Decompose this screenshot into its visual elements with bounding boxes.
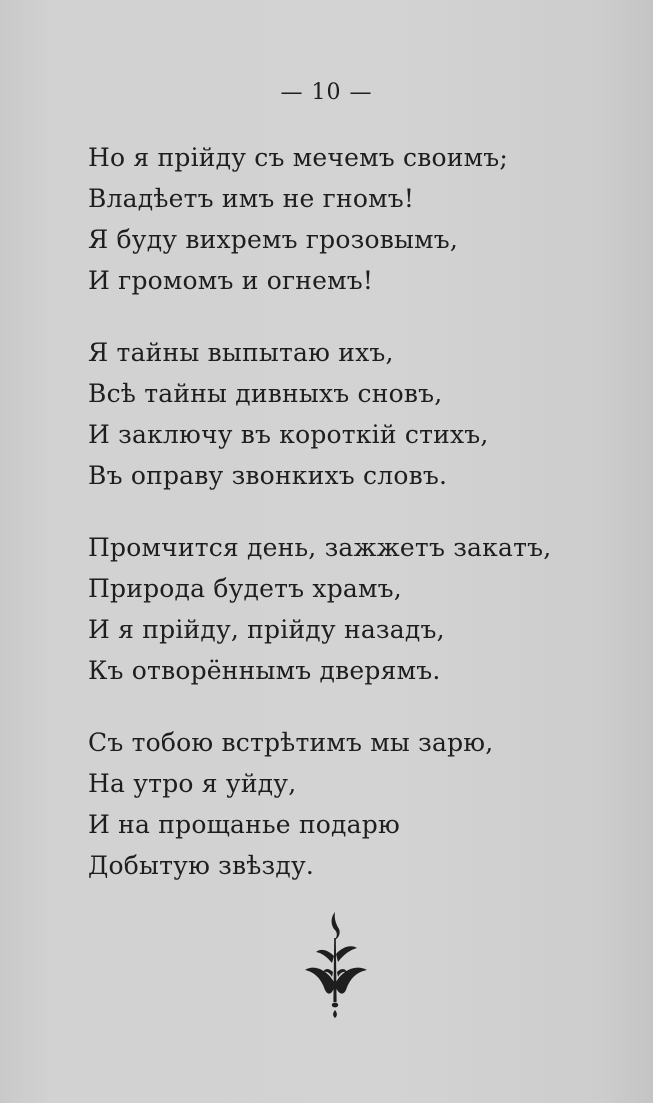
stanza-2	[88, 332, 608, 496]
poem-line: Но я прійду съ мечемъ своимъ;	[88, 143, 508, 172]
poem-line: Въ оправу звонкихъ словъ.	[88, 461, 448, 490]
poem-line: И на прощанье подарю	[88, 810, 400, 839]
floral-vignette-icon	[299, 910, 373, 1020]
poem-line: Я тайны выпытаю ихъ,	[88, 338, 394, 367]
poem-line: Я буду вихремъ грозовымъ,	[88, 225, 458, 254]
poem-line: Всѣ тайны дивныхъ сновъ,	[88, 379, 443, 408]
poem-line: И я прійду, прійду назадъ,	[88, 615, 445, 644]
poem-line: Владѣетъ имъ не гномъ!	[88, 184, 415, 213]
poem-line: Съ тобою встрѣтимъ мы зарю,	[88, 728, 494, 757]
poem-line: И громомъ и огнемъ!	[88, 266, 374, 295]
poem-line: На утро я уйду,	[88, 769, 297, 798]
stanza-1	[88, 137, 608, 301]
poem-line: Къ отворённымъ дверямъ.	[88, 656, 441, 685]
poem-line: Природа будетъ храмъ,	[88, 574, 402, 603]
stanza-3	[88, 527, 608, 691]
page-number: — 10 —	[280, 80, 373, 105]
stanza-4	[88, 722, 608, 886]
poem-line: Добытую звѣзду.	[88, 851, 315, 880]
poem-line: И заключу въ короткій стихъ,	[88, 420, 489, 449]
poem-line: Промчится день, зажжетъ закатъ,	[88, 533, 552, 562]
